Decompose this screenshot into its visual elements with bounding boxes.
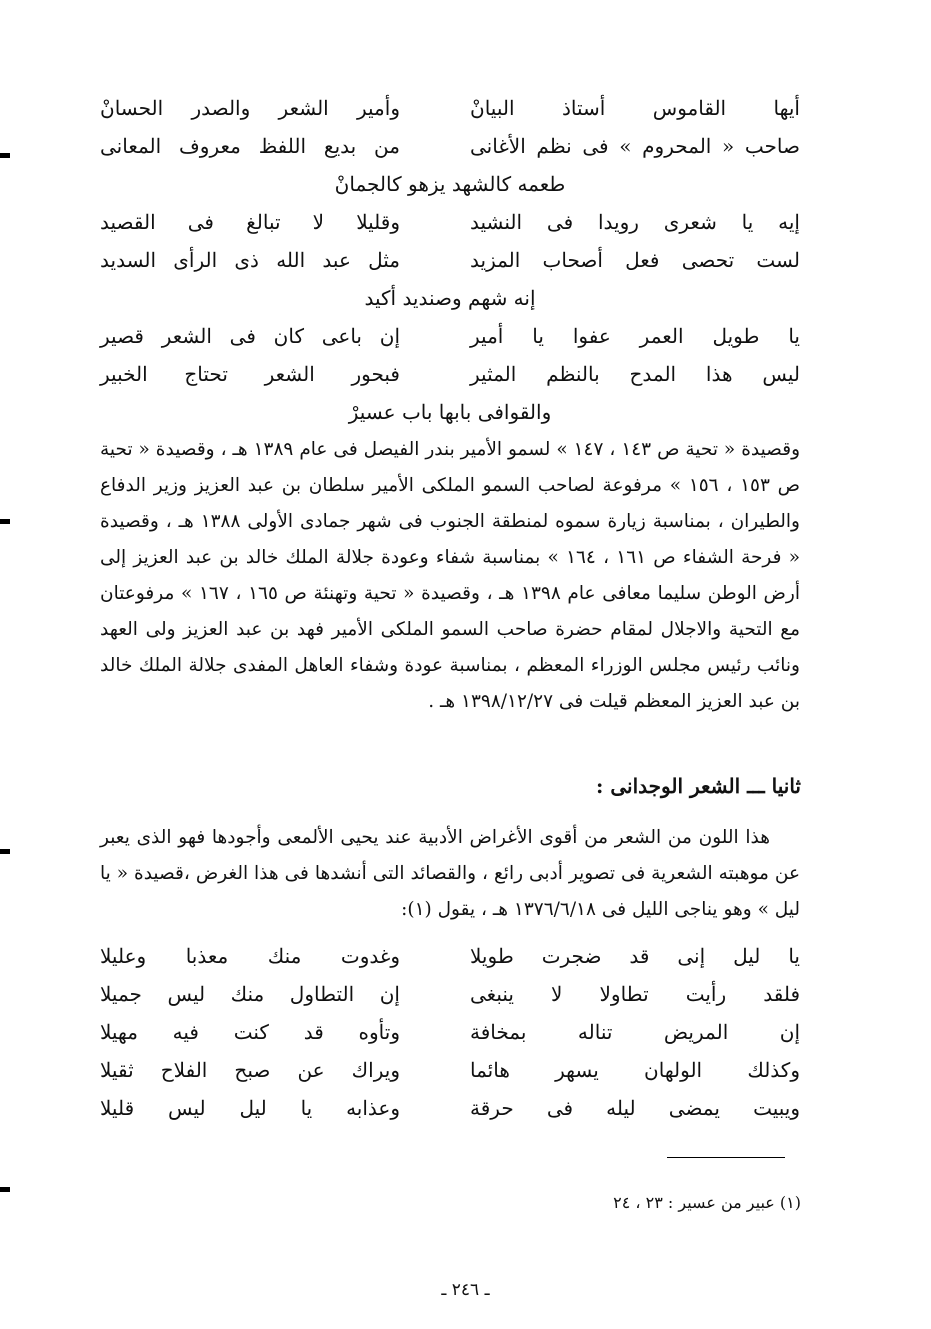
poem-two [100,944,800,1134]
verse-second-hemistich: ويراك عن صبح الفلاح ثقيلا [100,1058,400,1082]
poem-verse [100,134,800,172]
footnote-separator [667,1157,785,1158]
verse-first-hemistich: ويبيت يمضى ليله فى حرقة [470,1096,800,1120]
verse-second-hemistich: وقليلا لا تبالغ فى القصيد [100,210,400,234]
verse-second-hemistich: مثل عبد الله ذى الرأى السديد [100,248,400,272]
poem-verse [100,362,800,400]
body-paragraph: هذا اللون من الشعر من أقوى الأغراض الأدبية عند يحيى الألمعى وأجودها فهو الذى يعبر عن موهبته الشعرية فى تصوير أدبى رائع ، والقصائد التى أنشدها فى هذا الغرض ،قصيدة « يا ليل » وهو يناجى الليل فى ١٣٧٦/٦/١٨ هـ ، يقول (١): [100,827,800,920]
poem-verse [100,1058,800,1096]
poem-verse [100,324,800,362]
scan-margin-mark [0,153,10,158]
verse-centered: إنه شهم وصنديد أكيد [364,286,536,310]
body-paragraph: وقصيدة « تحية ص ١٤٣ ، ١٤٧ » لسمو الأمير بندر الفيصل فى عام ١٣٨٩ هـ ، وقصيدة « تحية ص ١٥٣ ، ١٥٦ » مرفوعة لصاحب السمو الملكى الأمير سلطان بن عبد العزيز وزير الدفاع والطيران ، بمناسبة زيارة سموه لمنطقة الجنوب فى شهر جمادى الأولى ١٣٨٨ هـ ، وقصيدة « فرحة الشفاء ص ١٦١ ، ١٦٤ » بمناسبة شفاء وعودة جلالة الملك خالد بن عبد العزيز إلى أرض الوطن سليما معافى عام ١٣٩٨ هـ ، وقصيدة « تحية وتهنئة ص ١٦٥ ، ١٦٧ » مرفوعتان مع التحية والاجلال لمقام حضرة صاحب السمو الملكى الأمير فهد بن عبد العزيز ولى العهد ونائب رئيس مجلس الوزراء المعظم ، بمناسبة عودة وشفاء العاهل المفدى جلالة الملك خالد بن عبد العزيز المعظم قيلت فى ١٣٩٨/١٢/٢٧ هـ . [100,439,801,712]
page-number: ـ ٢٤٦ ـ [441,1280,490,1300]
verse-second-hemistich: من بديع اللفظ معروف المعانى [100,134,400,158]
poem-verse [100,96,800,134]
poem-verse [100,982,800,1020]
poem-verse [100,248,800,286]
verse-first-hemistich: فلقد رأيت تطاولا لا ينبغى [470,982,800,1006]
verse-first-hemistich: إن المريض تناله بمخافة [470,1020,800,1044]
verse-second-hemistich: إن التطاول منك ليس جميلا [100,982,400,1006]
verse-second-hemistich: وغدوت منك معذبا وعليلا [100,944,400,968]
poem-one [100,96,800,438]
verse-first-hemistich: يا طويل العمر عفوا يا أمير [470,324,800,348]
verse-first-hemistich: أيها القاموس أستاذ البيانْ [470,96,800,120]
verse-first-hemistich: لست تحصى فعل أصحاب المزيد [470,248,800,272]
verse-first-hemistich: ليس هذا المدح بالنظم المثير [470,362,800,386]
scan-margin-mark [0,1187,10,1192]
verse-second-hemistich: فبحور الشعر تحتاج الخبير [100,362,400,386]
scan-margin-mark [0,849,10,854]
verse-first-hemistich: صاحب « المحروم » فى نظم الأغانى [470,134,800,158]
verse-second-hemistich: وعذابه يا ليل ليس قليلا [100,1096,400,1120]
poem-verse [100,944,800,982]
poem-verse [100,210,800,248]
verse-centered: والقوافى بابها باب عسيرْ [348,400,552,424]
scan-margin-mark [0,519,10,524]
poem-verse [100,172,800,210]
verse-second-hemistich: وتأوه قد كنت فيه مهيلا [100,1020,400,1044]
verse-second-hemistich: إن باعى كان فى الشعر قصير [100,324,400,348]
verse-first-hemistich: وكذلك الولهان يسهر هائما [470,1058,800,1082]
poem-verse [100,286,800,324]
section-heading: ثانيا ـــ الشعر الوجدانى : [596,774,801,798]
verse-second-hemistich: وأمير الشعر والصدر الحسانْ [100,96,400,120]
poem-verse [100,1020,800,1058]
footnote: (١) عبير من عسير : ٢٣ ، ٢٤ [613,1193,801,1212]
verse-first-hemistich: إيه يا شعرى رويدا فى النشيد [470,210,800,234]
poem-verse [100,1096,800,1134]
verse-first-hemistich: يا ليل إنى قد ضجرت طويلا [470,944,800,968]
verse-centered: طعمه كالشهد يزهو كالجمانْ [334,172,566,196]
